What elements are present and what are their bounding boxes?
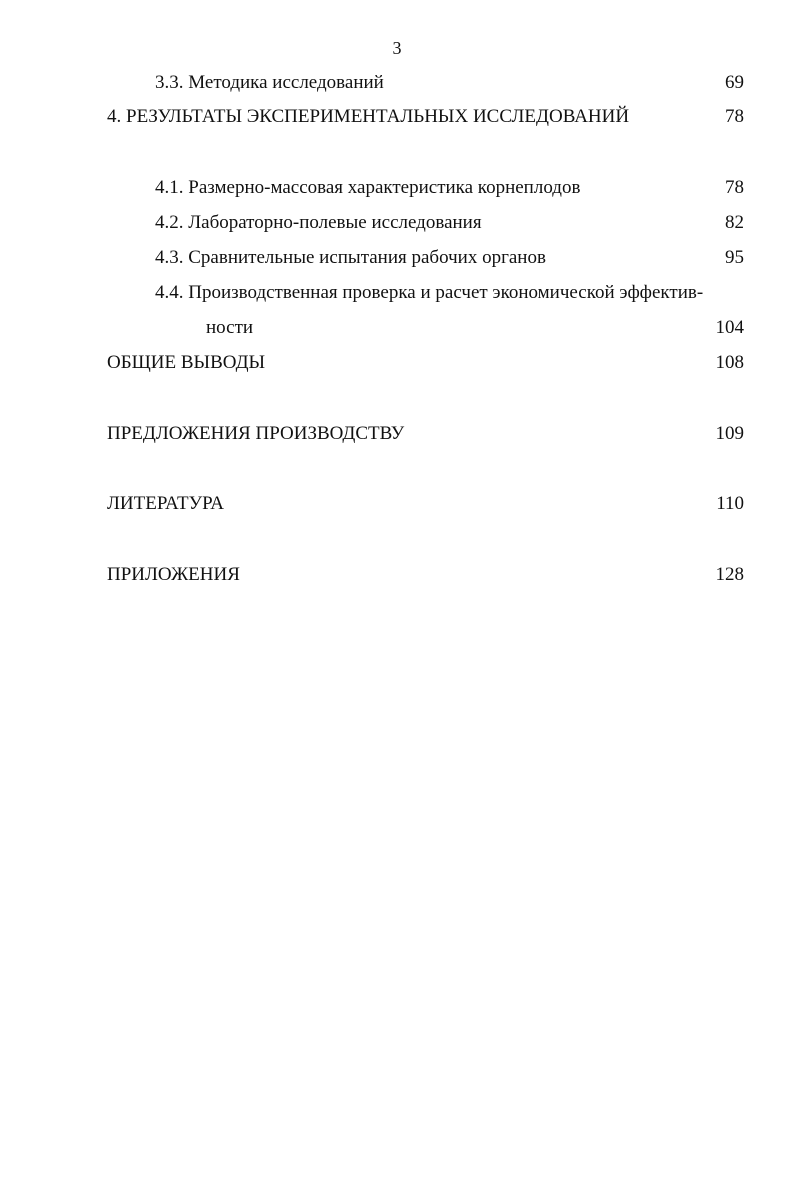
toc-page-3-3: 69: [725, 72, 744, 93]
toc-page-conclusions: 108: [715, 352, 744, 373]
toc-entry-4-1: 4.1. Размерно-массовая характеристика корнеплодов: [155, 177, 581, 198]
toc-entry-4: 4. РЕЗУЛЬТАТЫ ЭКСПЕРИМЕНТАЛЬНЫХ ИССЛЕДОВАНИЙ: [107, 106, 630, 127]
toc-page-4-2: 82: [725, 212, 744, 233]
toc-page-4-1: 78: [725, 177, 744, 198]
toc-entry-4-3: 4.3. Сравнительные испытания рабочих органов: [155, 247, 546, 268]
toc-entry-3-3: 3.3. Методика исследований: [155, 72, 384, 93]
toc-page-4-3: 95: [725, 247, 744, 268]
toc-entry-4-2: 4.2. Лабораторно-полевые исследования: [155, 212, 482, 233]
toc-entry-4-4-continuation: ности: [206, 317, 254, 338]
page-number: 3: [392, 38, 402, 58]
toc-entry-proposals: ПРЕДЛОЖЕНИЯ ПРОИЗВОДСТВУ: [107, 423, 405, 444]
toc-entry-4-4: 4.4. Производственная проверка и расчет экономической эффектив-: [155, 282, 704, 303]
toc-page-proposals: 109: [715, 423, 744, 444]
toc-entry-conclusions: ОБЩИЕ ВЫВОДЫ: [107, 352, 266, 373]
toc-page-literature: 110: [716, 493, 744, 514]
toc-page-4-4: 104: [715, 317, 744, 338]
toc-page-4: 78: [725, 106, 744, 127]
toc-page-appendices: 128: [715, 564, 744, 585]
toc-entry-literature: ЛИТЕРАТУРА: [107, 493, 224, 514]
toc-entry-appendices: ПРИЛОЖЕНИЯ: [107, 564, 240, 585]
